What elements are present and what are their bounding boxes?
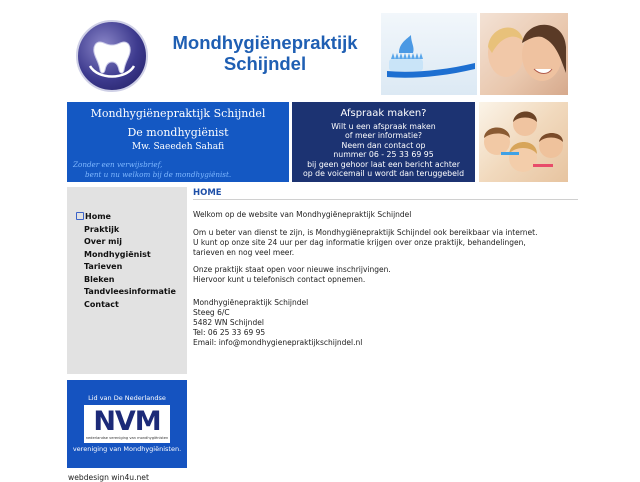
slogan-line2: bent u nu welkom bij de mondhygiënist. <box>85 170 232 179</box>
toothbrush-icon <box>381 13 477 95</box>
smiling-women-photo <box>480 13 568 95</box>
children-brushing-photo <box>479 102 568 182</box>
children-icon <box>479 102 568 182</box>
appointment-line: bij geen gehoor laat een bericht achter <box>307 159 460 169</box>
webdesign-credit-link[interactable]: webdesign win4u.net <box>68 473 149 482</box>
intro-line: U kunt op onze site 24 uur per dag informatie krijgen over onze praktijk, behandelingen, <box>193 238 526 247</box>
intro-line: Om u beter van dienst te zijn, is Mondhygiënepraktijk Schijndel ook bereikbaar via internet. <box>193 228 538 237</box>
title-divider <box>193 199 578 200</box>
toothbrush-photo <box>381 13 477 95</box>
slogan-line1: Zonder een verwijsbrief, <box>73 160 163 169</box>
sidebar <box>67 187 187 374</box>
banner-person: Mw. Saeedeh Sahafi <box>131 142 225 152</box>
nav-item-mondhygienist[interactable] <box>67 249 176 262</box>
nvm-logo <box>84 405 170 443</box>
address-street: Steeg 6/C <box>193 308 230 317</box>
site-title <box>160 32 370 74</box>
address-phone: Tel: 06 25 33 69 95 <box>193 328 266 337</box>
appointment-line: Neem dan contact op <box>341 140 426 150</box>
nvm-membership-badge[interactable] <box>67 380 187 468</box>
nav-item-label: Tandvleesinformatie <box>84 287 176 296</box>
address-city: 5482 WN Schijndel <box>193 318 264 327</box>
nav-item-label: Bleken <box>84 274 115 284</box>
intro-line: tarieven en nog veel meer. <box>193 248 295 257</box>
practice-banner <box>67 102 289 182</box>
nav-item-tandvleesinformatie[interactable] <box>67 286 176 299</box>
main-navigation <box>67 211 176 311</box>
appointment-title: Afspraak maken? <box>340 108 427 119</box>
registration-paragraph <box>193 265 391 285</box>
nvm-bottom-text: vereniging van Mondhygiënisten. <box>72 445 182 453</box>
nvm-logo-letters: NVM <box>93 406 161 437</box>
banner-slogan <box>73 160 287 180</box>
appointment-phone: nummer 06 - 25 33 69 95 <box>333 150 434 160</box>
appointment-line: of meer informatie? <box>344 131 423 141</box>
appointment-text <box>292 122 475 178</box>
nav-item-home[interactable] <box>67 211 176 224</box>
intro-paragraph <box>193 228 538 258</box>
nav-item-label: Praktijk <box>84 224 120 234</box>
nav-item-contact[interactable] <box>67 299 176 312</box>
active-marker-icon <box>76 212 84 220</box>
address-email[interactable]: Email: info@mondhygienepraktijkschijndel.nl <box>193 338 363 347</box>
banner-role: De mondhygiënist <box>127 126 229 139</box>
site-title-line2: Schijndel <box>223 53 307 74</box>
page-title: HOME <box>193 188 222 198</box>
registration-line: Hiervoor kunt u telefonisch contact opnemen. <box>193 275 366 284</box>
nav-item-label: Mondhygiënist <box>84 249 151 259</box>
site-title-line1: Mondhygiënepraktijk <box>172 32 358 53</box>
nav-item-over-mij[interactable] <box>67 236 176 249</box>
nvm-top-text: Lid van De Nederlandse <box>88 394 166 402</box>
appointment-line: Wilt u een afspraak maken <box>331 122 436 131</box>
nav-item-bleken[interactable] <box>67 274 176 287</box>
women-smile-icon <box>480 13 568 95</box>
welcome-text <box>193 210 411 220</box>
registration-line: Onze praktijk staat open voor nieuwe inschrijvingen. <box>193 265 391 274</box>
nav-item-tarieven[interactable] <box>67 261 176 274</box>
welcome-line: Welkom op de website van Mondhygiënepraktijk Schijndel <box>193 210 412 219</box>
address-name: Mondhygiënepraktijk Schijndel <box>193 298 309 307</box>
tooth-icon <box>78 22 146 90</box>
appointment-banner <box>292 102 475 182</box>
banner-practice-name: Mondhygiënepraktijk Schijndel <box>90 107 266 120</box>
practice-logo[interactable] <box>76 20 148 92</box>
appointment-line: op de voicemail u wordt dan teruggebeld <box>302 169 465 179</box>
nav-item-praktijk[interactable] <box>67 224 176 237</box>
nav-item-label: Tarieven <box>84 262 123 271</box>
nav-item-label: Home <box>85 212 111 221</box>
nav-item-label: Contact <box>84 299 119 309</box>
nav-item-label: Over mij <box>84 237 122 246</box>
nvm-logo-subtext: nederlandse vereniging van mondhygiënisten <box>85 436 169 440</box>
address-block <box>193 298 362 348</box>
